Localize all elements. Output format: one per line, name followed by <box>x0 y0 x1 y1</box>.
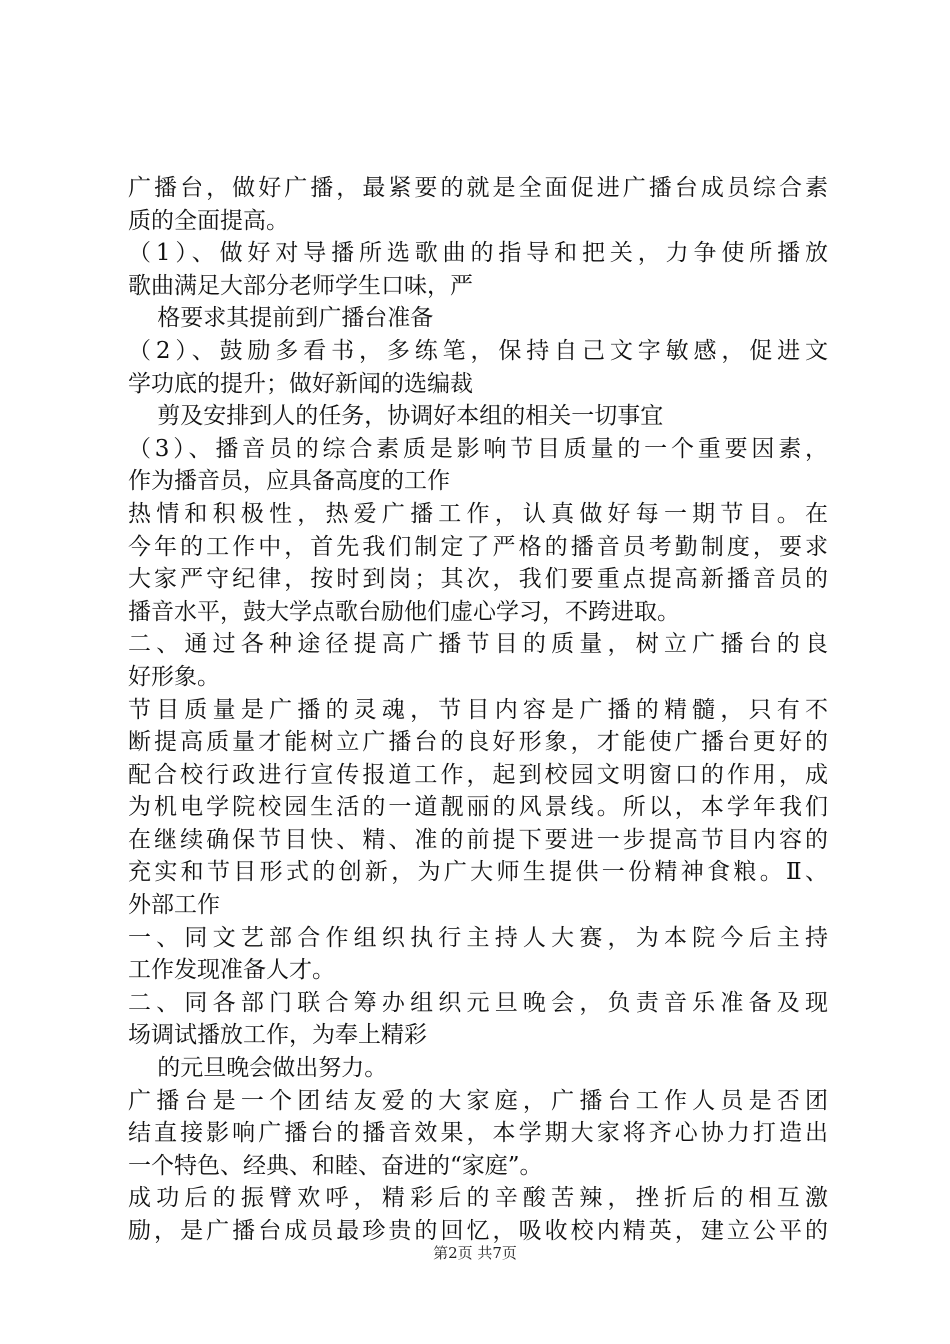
text-line: 大家严守纪律，按时到岗；其次，我们要重点提高新播音员的 <box>128 566 828 593</box>
text-line: 歌曲满足大部分老师学生口味，严 <box>128 272 473 299</box>
text-line: 的元旦晚会做出努力。 <box>128 1055 388 1082</box>
text-line: 好形象。 <box>128 663 220 690</box>
text-line: 一个特色、经典、和睦、奋进的“家庭”。 <box>128 1152 543 1179</box>
text-line: 格要求其提前到广播台准备 <box>128 305 434 332</box>
text-line: 配合校行政进行宣传报道工作，起到校园文明窗口的作用，成 <box>128 761 828 788</box>
text-line: 播音水平，鼓大学点歌台励他们虚心学习，不跨进取。 <box>128 598 680 625</box>
page-number-label: 第2页 共7页 <box>433 1244 517 1262</box>
text-line: 广播台是一个团结友爱的大家庭，广播台工作人员是否团 <box>128 1087 828 1114</box>
text-line: 外部工作 <box>128 892 220 919</box>
text-line: 成功后的振臂欢呼，精彩后的辛酸苦辣，挫折后的相互激 <box>128 1185 828 1212</box>
text-line: 一、同文艺部合作组织执行主持人大赛，为本院今后主持 <box>128 924 828 951</box>
body-text <box>128 172 828 1248</box>
text-line: （1）、做好对导播所选歌曲的指导和把关，力争使所播放 <box>128 240 828 267</box>
text-line: 学功底的提升；做好新闻的选编裁 <box>128 370 473 397</box>
text-line: 励，是广播台成员最珍贵的回忆，吸收校内精英，建立公平的 <box>128 1218 828 1244</box>
text-line: 剪及安排到人的任务，协调好本组的相关一切事宜 <box>128 403 664 430</box>
text-line: 场调试播放工作，为奉上精彩 <box>128 1022 427 1049</box>
text-line: 热情和积极性，热爱广播工作，认真做好每一期节目。在 <box>128 500 828 527</box>
text-line: 充实和节目形式的创新，为广大师生提供一份精神食粮。Ⅱ、 <box>128 859 828 886</box>
page-footer <box>0 1243 950 1263</box>
text-line: 广播台，做好广播，最紧要的就是全面促进广播台成员综合素 <box>128 175 828 201</box>
text-line: 为机电学院校园生活的一道靓丽的风景线。所以，本学年我们 <box>128 794 828 821</box>
text-line: 节目质量是广播的灵魂，节目内容是广播的精髓，只有不 <box>128 696 828 723</box>
text-line: 结直接影响广播台的播音效果，本学期大家将齐心协力打造出 <box>128 1120 828 1147</box>
text-line: 今年的工作中，首先我们制定了严格的播音员考勤制度，要求 <box>128 533 828 560</box>
text-line: 二、同各部门联合筹办组织元旦晚会，负责音乐准备及现 <box>128 989 828 1016</box>
text-line: 断提高质量才能树立广播台的良好形象，才能使广播台更好的 <box>128 729 828 756</box>
text-line: 工作发现准备人才。 <box>128 957 335 984</box>
text-line: 在继续确保节目快、精、准的前提下要进一步提高节目内容的 <box>128 826 828 853</box>
text-line: 质的全面提高。 <box>128 207 289 234</box>
text-line: 二、通过各种途径提高广播节目的质量，树立广播台的良 <box>128 631 828 658</box>
text-line: （3）、播音员的综合素质是影响节目质量的一个重要因素， <box>128 435 828 462</box>
text-line: 作为播音员，应具备高度的工作 <box>128 468 450 495</box>
text-line: （2）、鼓励多看书，多练笔，保持自己文字敏感，促进文 <box>128 337 828 364</box>
